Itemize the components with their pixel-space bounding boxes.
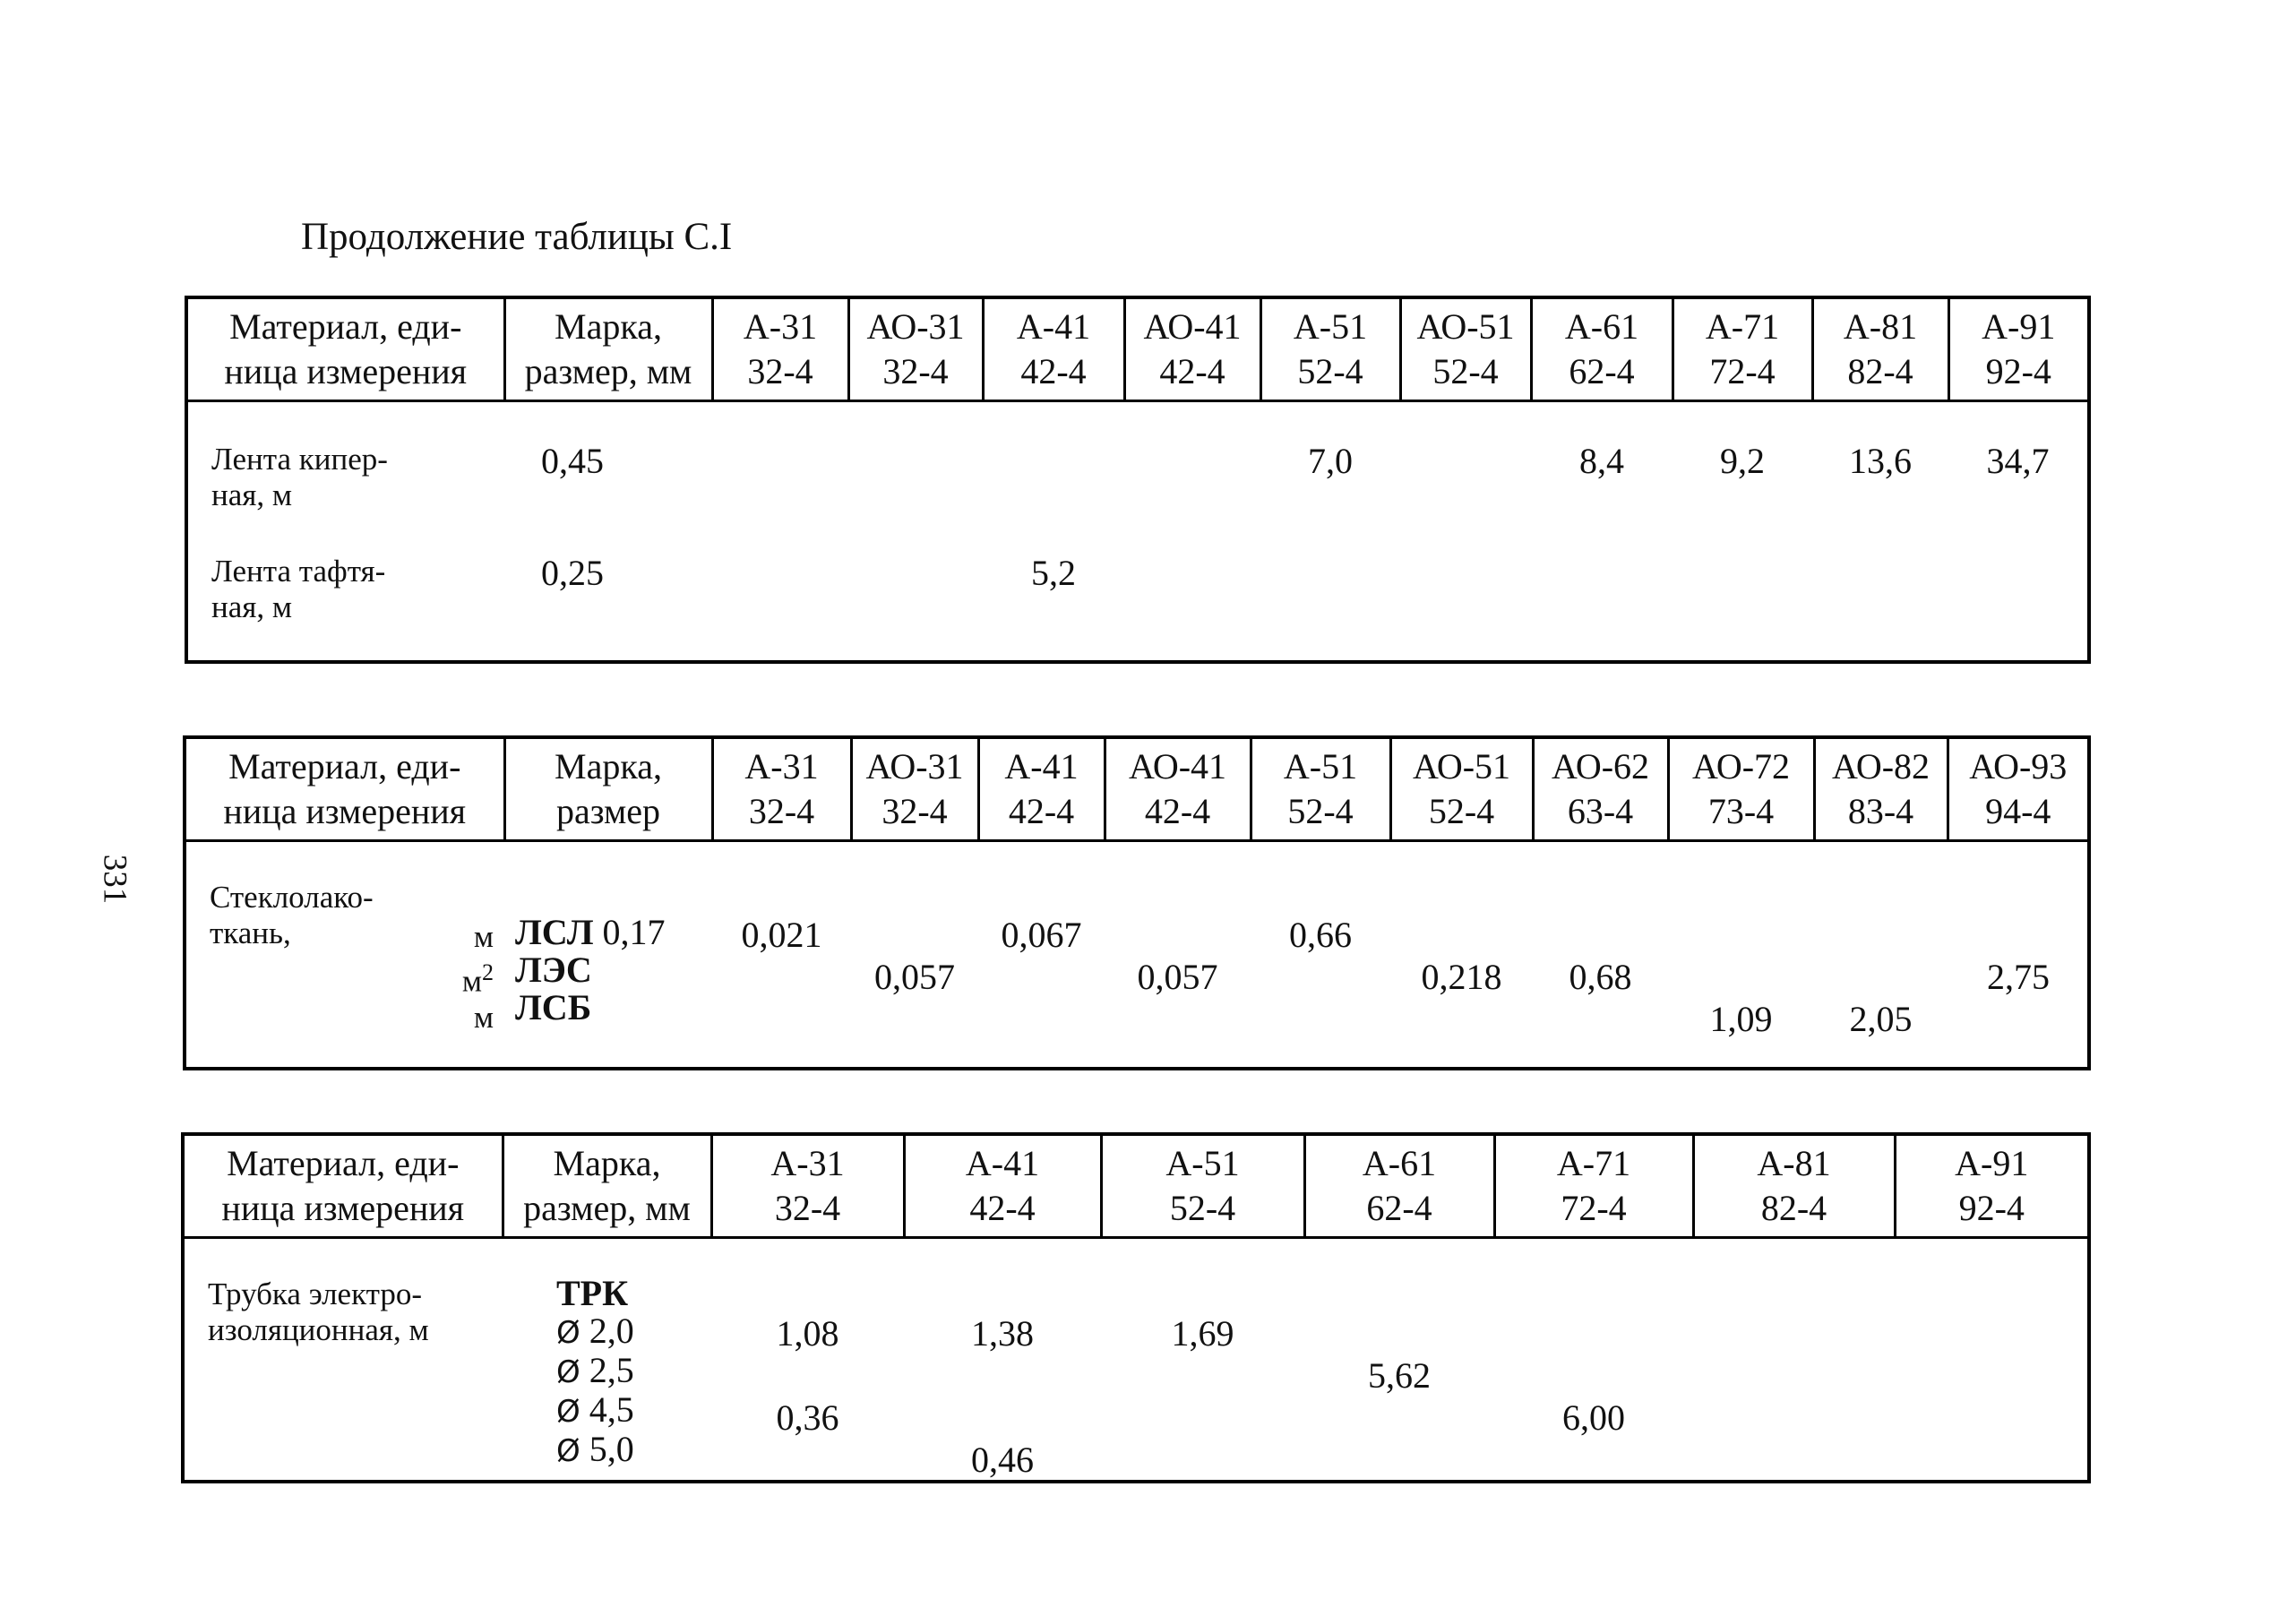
value-cell: 0,067 xyxy=(1001,915,1082,955)
value-grid xyxy=(712,841,2089,1069)
value-cell: 7,0 xyxy=(1308,441,1353,481)
header-cell: А-51 52-4 xyxy=(1260,297,1400,401)
value-cell xyxy=(978,998,1105,1040)
value-cell xyxy=(1895,1439,2089,1481)
value-cell xyxy=(1304,1439,1494,1481)
value-cell xyxy=(712,998,851,1040)
value-cell xyxy=(1895,1312,2089,1354)
size-cell: 0,45 xyxy=(541,441,604,481)
header-cell: А-81 82-4 xyxy=(1693,1134,1895,1238)
value-cell xyxy=(848,401,983,514)
value-cell xyxy=(1948,514,2089,662)
header-cell: АО-31 32-4 xyxy=(848,297,983,401)
value-cell: 5,62 xyxy=(1368,1355,1431,1396)
header-cell: Марка, размер, мм xyxy=(503,1134,711,1238)
table-2 xyxy=(183,735,2091,1070)
value-cell xyxy=(1948,914,2089,956)
value-cell xyxy=(1105,998,1251,1040)
header-cell: А-31 32-4 xyxy=(712,297,848,401)
table-2-header-row xyxy=(185,737,2089,841)
header-cell: АО-51 52-4 xyxy=(1390,737,1533,841)
value-cell xyxy=(1251,998,1390,1040)
value-cell xyxy=(1814,956,1948,998)
value-cell: 6,00 xyxy=(1562,1397,1625,1438)
table-row xyxy=(183,1238,2089,1482)
value-cell xyxy=(1668,956,1814,998)
value-cell xyxy=(1814,914,1948,956)
value-cell xyxy=(1124,514,1260,662)
header-cell: А-61 62-4 xyxy=(1531,297,1673,401)
value-cell xyxy=(978,956,1105,998)
header-cell: А-91 92-4 xyxy=(1895,1134,2089,1238)
value-cell xyxy=(1668,914,1814,956)
value-cell: 34,7 xyxy=(1986,441,2050,481)
value-cell xyxy=(1533,914,1668,956)
table-row xyxy=(711,1397,2089,1439)
value-cell: 2,75 xyxy=(1987,957,2050,997)
value-cell xyxy=(712,401,848,514)
table-row xyxy=(185,841,2089,1069)
value-cell: 1,09 xyxy=(1709,999,1773,1039)
table-1 xyxy=(185,296,2091,664)
header-cell: А-31 32-4 xyxy=(711,1134,904,1238)
value-cell xyxy=(1124,401,1260,514)
header-cell: А-51 52-4 xyxy=(1101,1134,1304,1238)
value-cell xyxy=(1895,1354,2089,1397)
value-cell: 0,46 xyxy=(971,1440,1034,1480)
diameter-icon: Ø xyxy=(556,1315,580,1351)
table-row xyxy=(186,514,2089,662)
value-cell: 0,36 xyxy=(776,1397,839,1438)
header-cell: Марка, размер, мм xyxy=(504,297,712,401)
value-cell xyxy=(1260,514,1400,662)
value-cell xyxy=(1895,1397,2089,1439)
table-row xyxy=(711,1354,2089,1397)
value-cell xyxy=(1400,401,1531,514)
value-cell: 1,08 xyxy=(776,1313,839,1354)
value-cell: 2,05 xyxy=(1849,999,1913,1039)
value-cell: 0,057 xyxy=(874,957,955,997)
table-caption: Продолжение таблицы С.I xyxy=(301,216,733,258)
table-row xyxy=(712,914,2089,956)
header-cell: АО-62 63-4 xyxy=(1533,737,1668,841)
value-cell xyxy=(1251,956,1390,998)
value-cell xyxy=(711,1439,904,1481)
value-cell xyxy=(904,1354,1101,1397)
header-cell: Материал, еди- ница измерения xyxy=(186,297,504,401)
value-cell xyxy=(904,1397,1101,1439)
value-cell xyxy=(1693,1439,1895,1481)
material-cell: Лента кипер- ная, м xyxy=(211,442,388,512)
value-grid xyxy=(711,1238,2089,1482)
header-cell: АО-72 73-4 xyxy=(1668,737,1814,841)
unit-list: м $м^2$ м xyxy=(461,919,494,1035)
table-3 xyxy=(181,1132,2091,1483)
value-cell xyxy=(1390,998,1533,1040)
value-cell: 0,68 xyxy=(1569,957,1632,997)
value-cell xyxy=(1494,1354,1693,1397)
value-cell xyxy=(1105,914,1251,956)
value-cell: 9,2 xyxy=(1720,441,1765,481)
value-cell: 0,021 xyxy=(741,915,822,955)
header-cell: АО-41 42-4 xyxy=(1124,297,1260,401)
value-cell xyxy=(851,914,978,956)
header-cell: АО-41 42-4 xyxy=(1105,737,1251,841)
brand-cell: ЛСЛ 0,17 ЛЭС ЛСБ xyxy=(515,912,666,1027)
header-cell: А-31 32-4 xyxy=(712,737,851,841)
value-cell xyxy=(1101,1354,1304,1397)
value-cell xyxy=(1533,998,1668,1040)
header-cell: АО-51 52-4 xyxy=(1400,297,1531,401)
material-cell: Стеклолако- ткань, м $м^2$ м xyxy=(185,841,504,1069)
header-cell: А-41 42-4 xyxy=(983,297,1124,401)
value-cell xyxy=(1948,998,2089,1040)
value-cell: 1,38 xyxy=(971,1313,1034,1354)
header-cell: А-81 82-4 xyxy=(1812,297,1948,401)
value-cell xyxy=(1101,1397,1304,1439)
value-cell xyxy=(1101,1439,1304,1481)
header-cell: АО-82 83-4 xyxy=(1814,737,1948,841)
value-cell xyxy=(983,401,1124,514)
value-cell xyxy=(711,1354,904,1397)
value-cell xyxy=(1693,1354,1895,1397)
header-cell: А-71 72-4 xyxy=(1494,1134,1693,1238)
header-cell: Материал, еди- ница измерения xyxy=(185,737,504,841)
value-cell: 0,057 xyxy=(1137,957,1218,997)
header-cell: А-41 42-4 xyxy=(978,737,1105,841)
value-cell xyxy=(1673,514,1812,662)
value-cell: 13,6 xyxy=(1849,441,1912,481)
brand-cell: ТРК Ø 2,0 Ø 2,5 Ø 4,5 Ø 5,0 xyxy=(556,1273,634,1469)
value-cell: 0,218 xyxy=(1421,957,1502,997)
header-cell: А-51 52-4 xyxy=(1251,737,1390,841)
value-cell xyxy=(1531,514,1673,662)
material-cell: Трубка электро- изоляционная, м xyxy=(208,1276,429,1347)
value-cell xyxy=(712,514,848,662)
value-cell: 1,69 xyxy=(1171,1313,1234,1354)
diameter-icon: Ø xyxy=(556,1433,580,1469)
table-3-header-row xyxy=(183,1134,2089,1238)
value-cell xyxy=(1390,914,1533,956)
size-cell: 0,25 xyxy=(541,552,604,593)
header-cell: Марка, размер xyxy=(504,737,712,841)
table-row xyxy=(186,401,2089,514)
value-cell xyxy=(848,514,983,662)
table-1-header-row xyxy=(186,297,2089,401)
value-cell xyxy=(1812,514,1948,662)
page-number: 331 xyxy=(96,854,133,905)
header-cell: А-41 42-4 xyxy=(904,1134,1101,1238)
diameter-icon: Ø xyxy=(556,1394,580,1430)
value-cell xyxy=(1304,1312,1494,1354)
header-cell: АО-31 32-4 xyxy=(851,737,978,841)
table-row xyxy=(711,1439,2089,1481)
material-cell: Лента тафтя- ная, м xyxy=(211,553,386,624)
value-cell: 8,4 xyxy=(1579,441,1624,481)
header-cell: Материал, еди- ница измерения xyxy=(183,1134,503,1238)
table-row xyxy=(711,1312,2089,1354)
value-cell xyxy=(851,998,978,1040)
value-cell xyxy=(1304,1397,1494,1439)
diameter-icon: Ø xyxy=(556,1354,580,1390)
value-cell xyxy=(1693,1397,1895,1439)
value-cell xyxy=(1494,1439,1693,1481)
value-cell: 5,2 xyxy=(1031,552,1076,593)
table-row xyxy=(712,998,2089,1040)
header-cell: АО-93 94-4 xyxy=(1948,737,2089,841)
value-cell xyxy=(1400,514,1531,662)
value-cell xyxy=(1494,1312,1693,1354)
table-row xyxy=(712,956,2089,998)
header-cell: А-71 72-4 xyxy=(1673,297,1812,401)
value-cell xyxy=(1693,1312,1895,1354)
value-cell: 0,66 xyxy=(1289,915,1352,955)
value-cell xyxy=(712,956,851,998)
header-cell: А-91 92-4 xyxy=(1948,297,2089,401)
header-cell: А-61 62-4 xyxy=(1304,1134,1494,1238)
